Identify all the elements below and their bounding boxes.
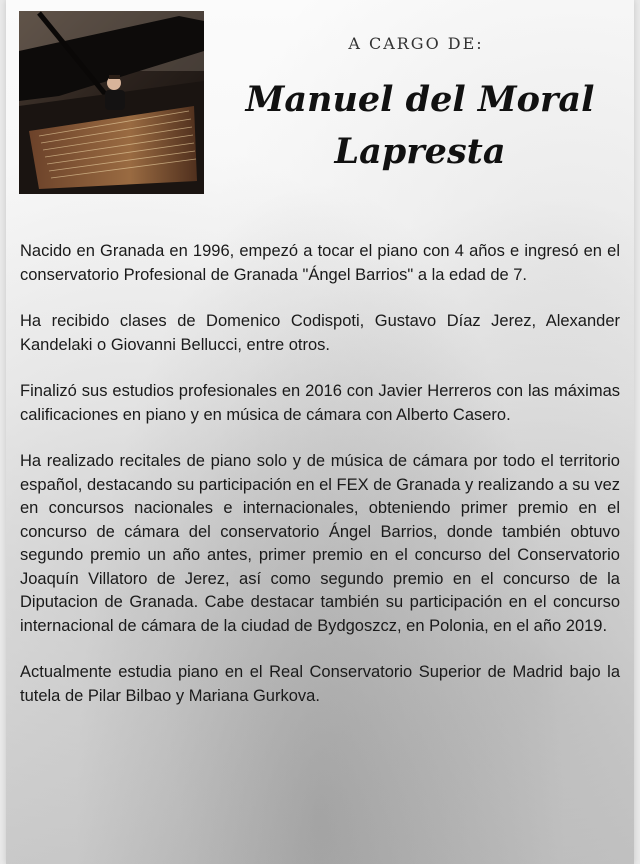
piano-image xyxy=(19,11,204,194)
performer-name-line-1: Manuel del Moral xyxy=(245,79,595,120)
bio-paragraph: Ha recibido clases de Domenico Codispoti, Gustavo Díaz Jerez, Alexander Kandelaki o Giovanni Bellucci, entre otros. xyxy=(20,312,620,354)
page xyxy=(6,0,634,864)
performer-name xyxy=(228,74,612,178)
kicker-label: A CARGO DE: xyxy=(348,34,484,53)
pianist-photo xyxy=(19,11,204,194)
performer-name-line-2: Lapresta xyxy=(334,131,506,172)
bio-paragraph: Finalizó sus estudios profesionales en 2016 con Javier Herreros con las máximas calificaciones en piano y en música de cámara con Alberto Casero. xyxy=(20,382,620,424)
bio-paragraph: Nacido en Granada en 1996, empezó a tocar el piano con 4 años e ingresó en el conservatorio Profesional de Granada "Ángel Barrios" a la edad de 7. xyxy=(20,242,620,284)
bio-paragraph: Actualmente estudia piano en el Real Conservatorio Superior de Madrid bajo la tutela de Pilar Bilbao y Mariana Gurkova. xyxy=(20,663,620,705)
biography xyxy=(20,240,620,731)
bio-paragraph: Ha realizado recitales de piano solo y de música de cámara por todo el territorio español, destacando su participación en el FEX de Granada y realizando a su vez en concursos nacionales e internacionales, obteniendo primer premio en el concurso de cámara del conservatorio Ángel Barrios, donde también obtuvo segundo premio un año antes, primer premio en el concurso del Conservatorio Joaquín Villatoro de Jerez, así como segundo premio en el concurso de la Diputacion de Granada. Cabe destacar también su participación en el concurso internacional de cámara de la ciudad de Bydgoszcz, en Polonia, en el año 2019. xyxy=(20,452,620,635)
